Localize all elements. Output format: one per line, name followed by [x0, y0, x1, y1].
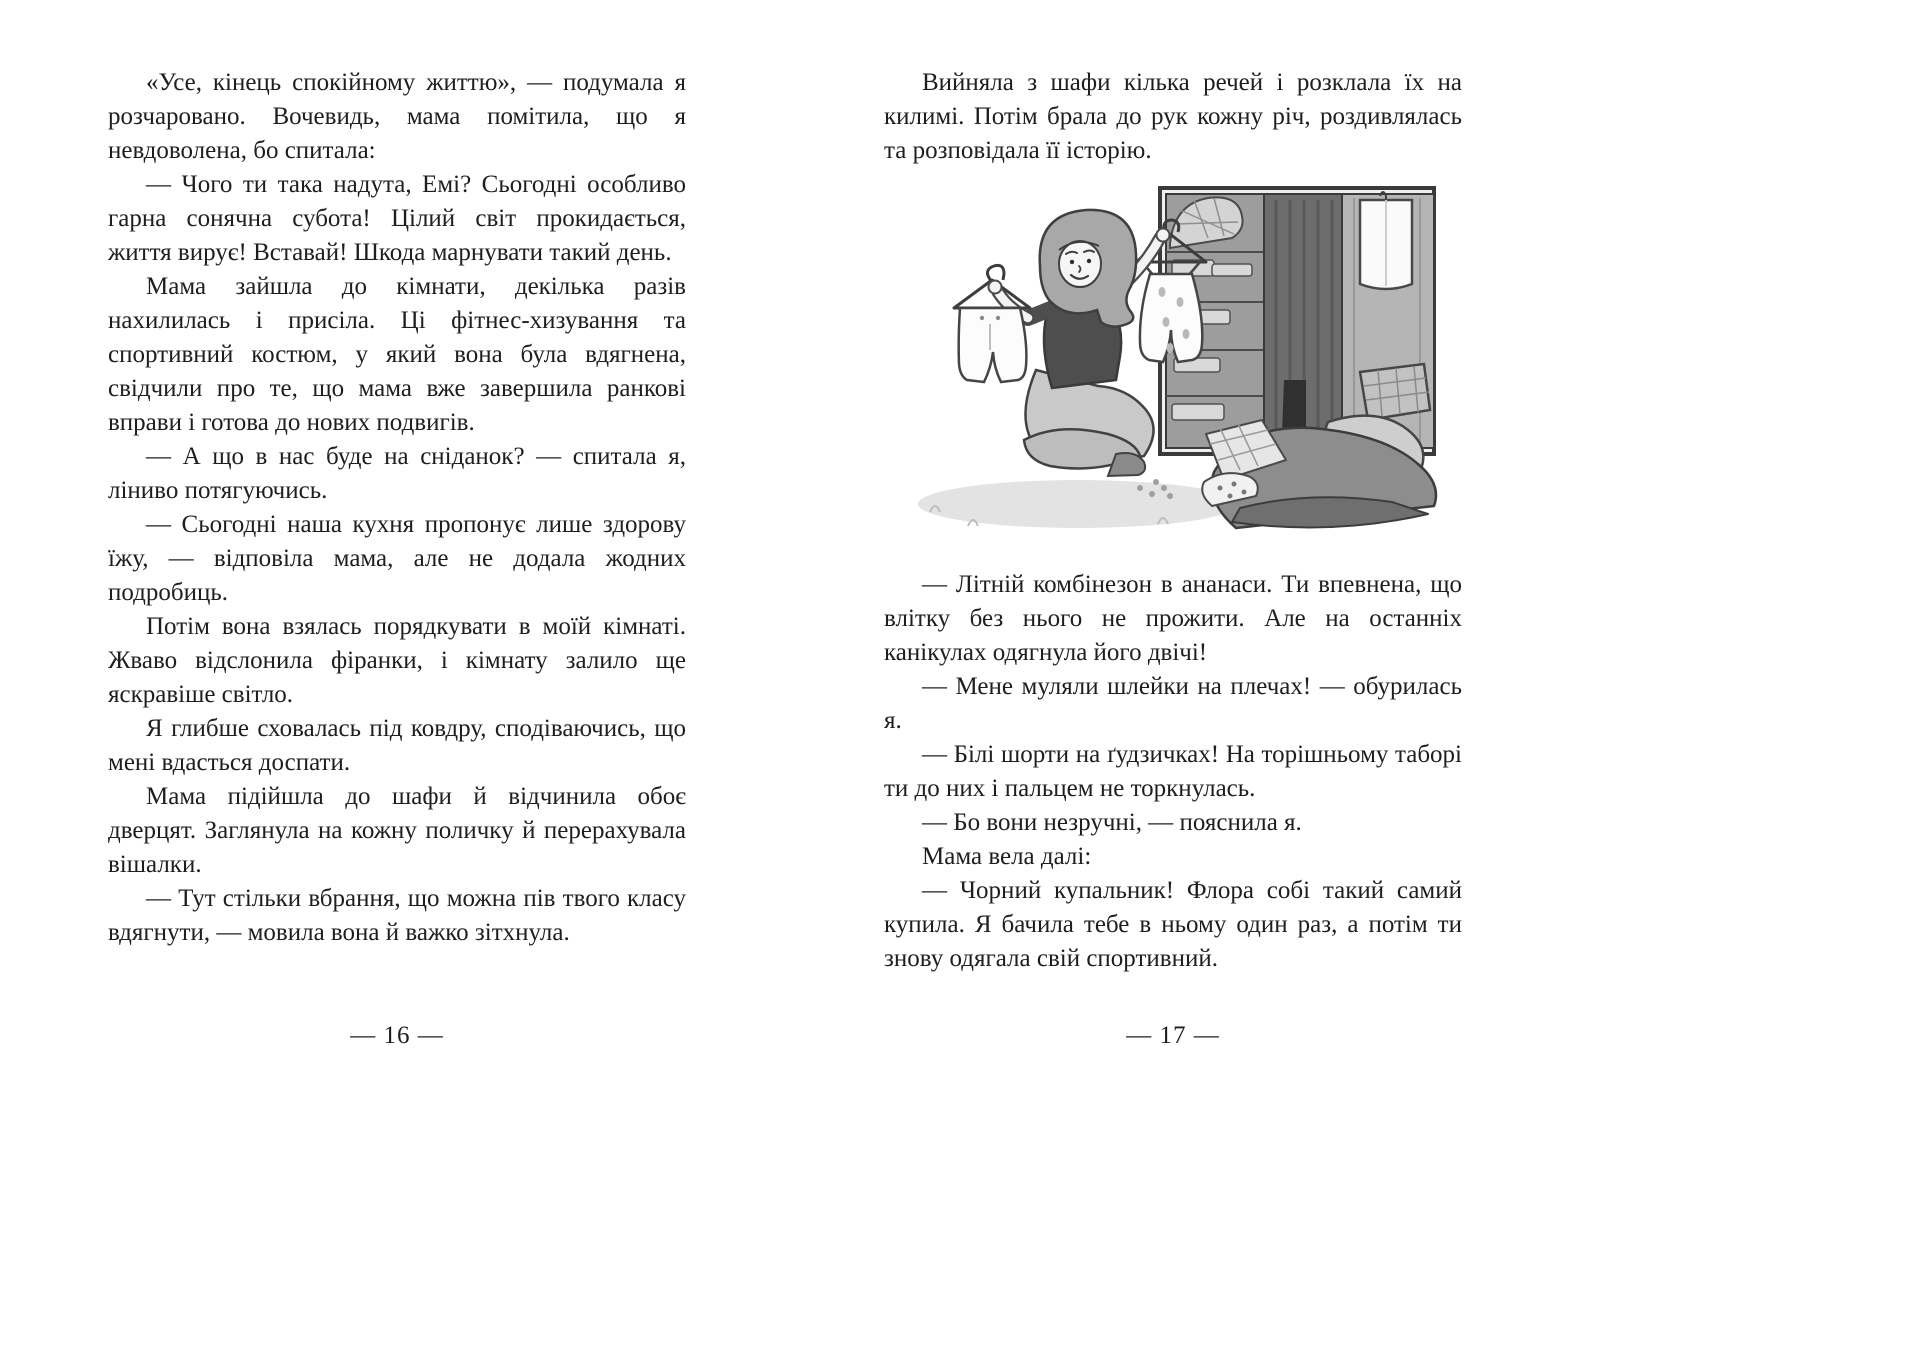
paragraph: Я глибше сховалась під ковдру, сподіваючись, що мені вдасться доспати. — [108, 715, 686, 776]
paragraph: Мама вела далі: — [922, 843, 1092, 870]
paragraph: — Мене муляли шлейки на плечах! — обурилась я. — [884, 673, 1462, 734]
right-page — [884, 66, 1462, 976]
paragraph: — Білі шорти на ґудзичках! На торішньому таборі ти до них і пальцем не торкнулась. — [884, 741, 1462, 802]
right-page-number: — 17 — — [1126, 1022, 1220, 1049]
wardrobe-illustration — [884, 182, 1462, 550]
paragraph: Вийняла з шафи кілька речей і розклала їх на килимі. Потім брала до рук кожну річ, роздивлялась та розповідала її історію. — [884, 69, 1462, 164]
paragraph: — Літній комбінезон в ананаси. Ти впевнена, що влітку без нього не прожити. Але на останніх канікулах одягнула його двічі! — [884, 571, 1462, 666]
paragraph: «Усе, кінець спокійному життю», — подумала я розчаровано. Вочевидь, мама помітила, що я невдоволена, бо спитала: — [108, 69, 686, 164]
paragraph: — Тут стільки вбрання, що можна пів твого класу вдягнути, — мовила вона й важко зітхнула. — [108, 885, 686, 946]
clothes-pile — [1202, 416, 1436, 528]
paragraph: — А що в нас буде на сніданок? — спитала я, ліниво потягуючись. — [108, 443, 686, 504]
ground-shadow — [918, 480, 1238, 528]
paragraph: — Чого ти така надута, Емі? Сьогодні особливо гарна сонячна субота! Цілий світ прокидається, життя вирує! Вставай! Шкода марнувати такий день. — [108, 171, 686, 266]
basket — [1360, 364, 1430, 420]
paragraph: — Чорний купальник! Флора собі такий самий купила. Я бачила тебе в ньому один раз, а потім ти знову одягала свій спортивний. — [884, 877, 1462, 972]
left-page-number: — 16 — — [350, 1022, 444, 1049]
paragraph: Мама зайшла до кімнати, декілька разів нахилилась і присіла. Ці фітнес-хизування та спортивний костюм, у який вона була вдягнена, свідчили про те, що мама вже завершила ранкові вправи і готова до нових подвигів. — [108, 273, 686, 436]
paragraph: Потім вона взялась порядкувати в моїй кімнаті. Жваво відслонила фіранки, і кімнату залило ще яскравіше світло. — [108, 613, 686, 708]
paragraph: — Сьогодні наша кухня пропонує лише здорову їжу, — відповіла мама, але не додала жодних подробиць. — [108, 511, 686, 606]
towel — [1360, 192, 1412, 289]
illustration-drawing — [908, 182, 1438, 550]
paragraph: Мама підійшла до шафи й відчинила обоє дверцят. Заглянула на кожну поличку й перерахувала вішалки. — [108, 783, 686, 878]
paragraph: — Бо вони незручні, — пояснила я. — [922, 809, 1302, 836]
left-page — [108, 66, 686, 950]
